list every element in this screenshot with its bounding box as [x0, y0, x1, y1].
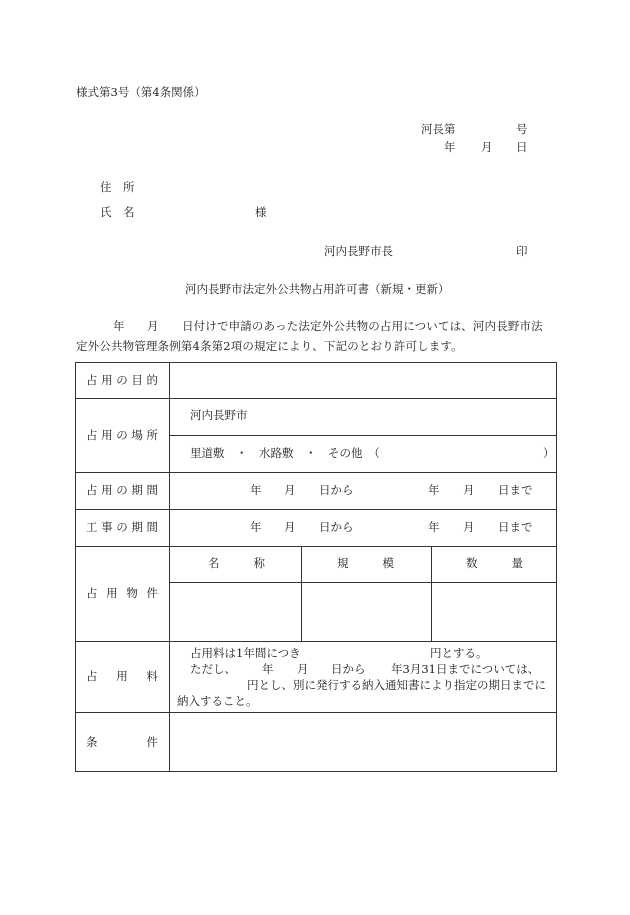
address-label: 住 所	[100, 180, 135, 194]
works-period-label: 工 事 の 期 間	[86, 520, 158, 534]
period-end-day: 日まで	[498, 483, 533, 497]
works-start-year: 年	[250, 520, 262, 534]
date-month: 月	[481, 140, 493, 154]
body-year: 年	[113, 319, 125, 333]
objects-col-name: 名 称	[208, 556, 265, 570]
place-close-paren: ）	[543, 446, 555, 460]
objects-label: 占 用 物 件	[86, 586, 158, 600]
place-city: 河内長野市	[190, 408, 248, 422]
period-end-year: 年	[428, 483, 440, 497]
period-start-day: 日から	[319, 483, 354, 497]
fee-label: 占 用 料	[86, 669, 158, 683]
works-end-year: 年	[428, 520, 440, 534]
body-line1: 日付けで申請のあった法定外公共物の占用については、河内長野市法	[182, 319, 543, 333]
body-month: 月	[147, 319, 159, 333]
form-id: 様式第3号（第4条関係）	[76, 85, 206, 99]
objects-col-quantity: 数 量	[466, 556, 523, 570]
name-label: 氏 名	[100, 205, 135, 219]
fee-line2-b: 年3月31日までについては、	[391, 662, 540, 676]
works-end-day: 日まで	[498, 520, 533, 534]
purpose-label: 占 用 の 目 的	[86, 373, 158, 387]
fee-line2-day: 日から	[331, 662, 366, 676]
date-day: 日	[516, 140, 528, 154]
document-title: 河内長野市法定外公共物占用許可書（新規・更新）	[185, 282, 450, 296]
works-end-month: 月	[463, 520, 475, 534]
date-year: 年	[444, 140, 456, 154]
works-start-day: 日から	[319, 520, 354, 534]
issuer-seal: 印	[516, 244, 528, 258]
objects-col-scale: 規 模	[337, 556, 394, 570]
body-line2: 定外公共物管理条例第4条第2項の規定により、下記のとおり許可します。	[76, 339, 463, 353]
fee-line2-year: 年	[262, 662, 274, 676]
period-end-month: 月	[463, 483, 475, 497]
fee-line1-a: 占用料は1年間につき	[190, 646, 301, 660]
fee-line3: 円とし、別に発行する納入通知書により指定の期日までに	[247, 678, 546, 692]
period-label: 占 用 の 期 間	[86, 483, 158, 497]
place-types: 里道敷 ・ 水路敷 ・ その他 （	[190, 446, 380, 460]
fee-line4: 納入すること。	[177, 694, 258, 708]
fee-line2-month: 月	[297, 662, 309, 676]
place-label: 占 用 の 場 所	[86, 428, 158, 442]
period-start-year: 年	[250, 483, 262, 497]
doc-number-suffix: 号	[516, 122, 528, 136]
conditions-label: 条 件	[86, 735, 158, 749]
fee-line2-a: ただし、	[190, 662, 236, 676]
works-start-month: 月	[284, 520, 296, 534]
fee-line1-b: 円とする。	[430, 646, 488, 660]
honorific: 様	[255, 205, 267, 219]
period-start-month: 月	[284, 483, 296, 497]
doc-number-prefix: 河長第	[421, 122, 456, 136]
issuer-name: 河内長野市長	[324, 244, 393, 258]
